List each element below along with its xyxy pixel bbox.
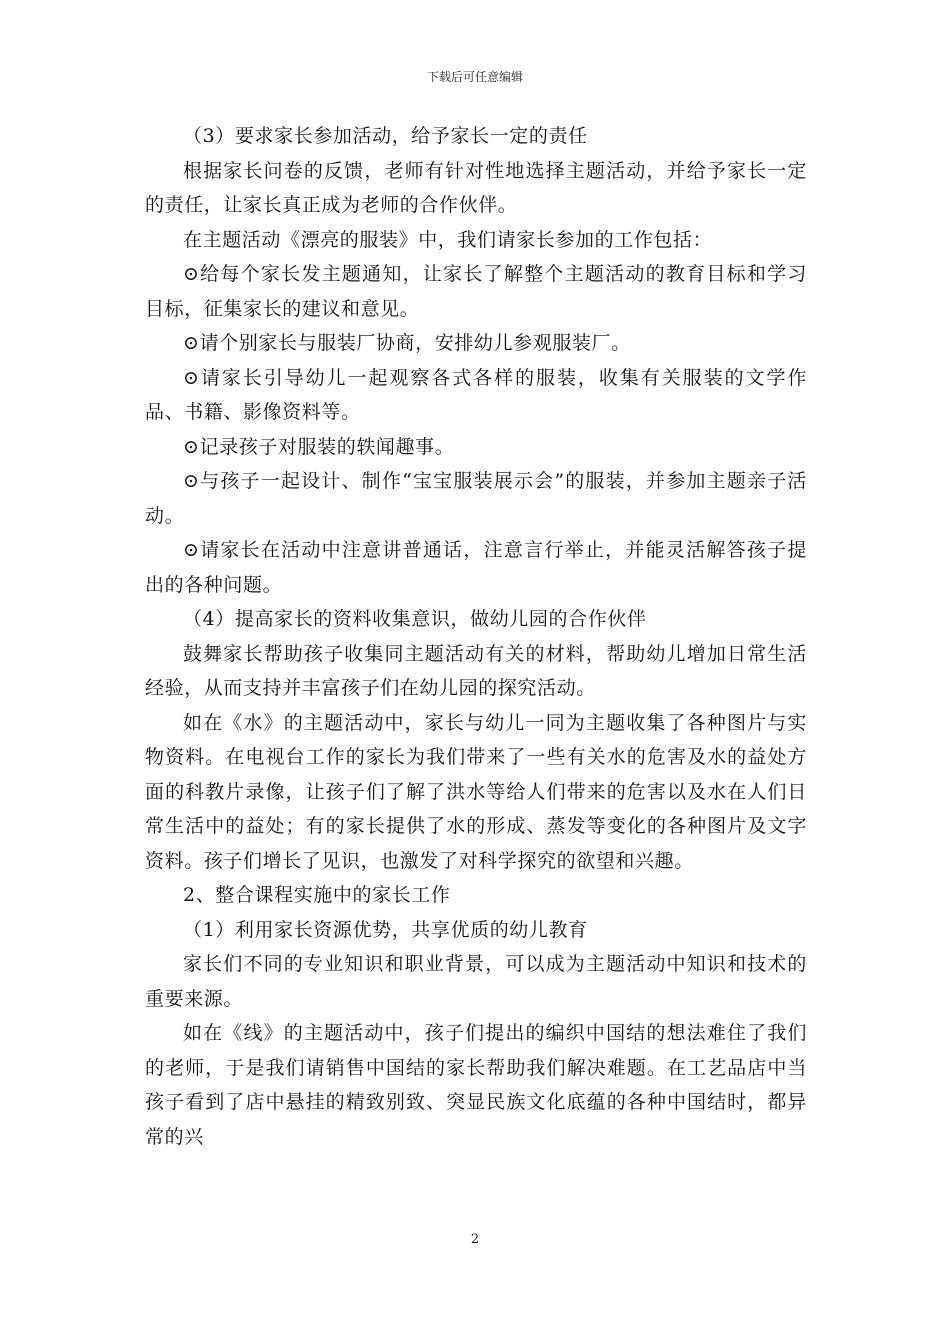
- heading-1: （1）利用家长资源优势，共享优质的幼儿教育: [183, 918, 588, 941]
- paragraph: 家长们不同的专业知识和职业背景，可以成为主题活动中知识和技术的重要来源。: [145, 953, 807, 1010]
- heading-3: （3）要求家长参加活动，给予家长一定的责任: [183, 125, 588, 147]
- paragraph: 如在《线》的主题活动中，孩子们提出的编织中国结的想法难住了我们的老师，于是我们请销售中国结的家长帮助我们解决难题。在工艺品店中当孩子看到了店中悬挂的精致别致、突显民族文化底蕴的各种中国结时，都异常的兴: [145, 1022, 807, 1148]
- bullet-item: ⊙记录孩子对服装的轶闻趣事。: [183, 435, 455, 458]
- page-number: 2: [470, 1232, 480, 1247]
- heading-4: （4）提高家长的资料收集意识，做幼儿园的合作伙伴: [183, 608, 647, 630]
- page-header: 下载后可任意编辑: [426, 70, 523, 84]
- document-body: [145, 119, 807, 1154]
- section-heading: 2、整合课程实施中的家长工作: [183, 884, 451, 906]
- bullet-item: ⊙请家长引导幼儿一起观察各式各样的服装，收集有关服装的文学作品、书籍、影像资料等。: [145, 366, 807, 423]
- paragraph: 鼓舞家长帮助孩子收集同主题活动有关的材料，帮助幼儿增加日常生活经验，从而支持并丰富孩子们在幼儿园的探究活动。: [145, 642, 807, 699]
- paragraph: 根据家长问卷的反馈，老师有针对性地选择主题活动，并给予家长一定的责任，让家长真正成为老师的合作伙伴。: [145, 159, 807, 216]
- bullet-item: ⊙请个别家长与服装厂协商，安排幼儿参观服装厂。: [183, 332, 631, 354]
- bullet-item: ⊙与孩子一起设计、制作“宝宝服装展示会”的服装，并参加主题亲子活动。: [145, 470, 807, 527]
- paragraph: 在主题活动《漂亮的服装》中，我们请家长参加的工作包括：: [183, 228, 713, 251]
- bullet-item: ⊙给每个家长发主题通知，让家长了解整个主题活动的教育目标和学习目标，征集家长的建议和意见。: [145, 263, 807, 320]
- bullet-item: ⊙请家长在活动中注意讲普通话，注意言行举止，并能灵活解答孩子提出的各种问题。: [145, 539, 807, 596]
- paragraph: 如在《水》的主题活动中，家长与幼儿一同为主题收集了各种图片与实物资料。在电视台工作的家长为我们带来了一些有关水的危害及水的益处方面的科教片录像，让孩子们了解了洪水等给人们带来的危害以及水在人们日常生活中的益处；有的家长提供了水的形成、蒸发等变化的各种图片及文字资料。孩子们增长了见识，也激发了对科学探究的欲望和兴趣。: [145, 711, 807, 872]
